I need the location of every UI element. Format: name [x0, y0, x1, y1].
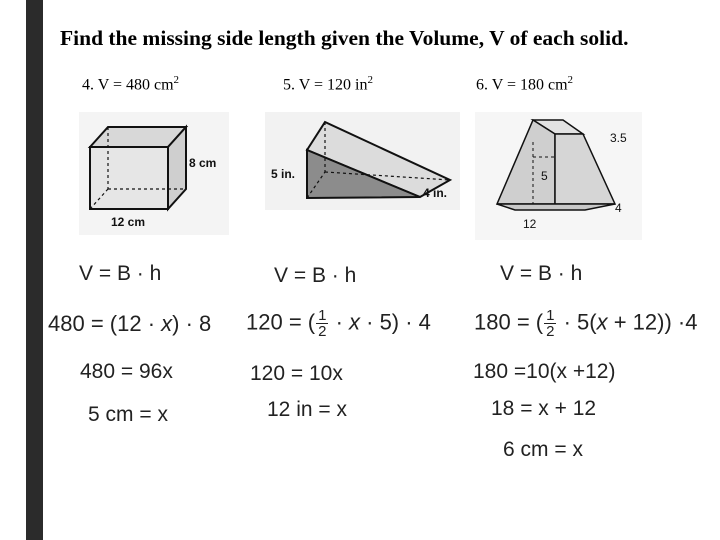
problem-6-equation-mid: · 5( — [557, 309, 597, 335]
triangular-prism-drawing — [265, 112, 460, 210]
triangular-prism-width-label: 4 in. — [423, 186, 448, 200]
problem-4-step-1: 480 = 96x — [80, 360, 173, 383]
problem-6-label-text: 6. V = 180 cm — [476, 76, 568, 94]
problem-6-fraction — [544, 308, 556, 339]
trapezoid-side-label: 4 — [615, 201, 622, 215]
problem-4-formula: V = B · h — [79, 262, 162, 285]
problem-5-equation-var: x — [349, 309, 361, 335]
problem-5-fraction — [316, 308, 328, 339]
trapezoidal-prism-drawing — [475, 112, 642, 240]
problem-6-equation-var: x — [596, 309, 608, 335]
problem-6-fraction-den: 2 — [546, 323, 555, 340]
problem-4-equation-post: ) · 8 — [172, 311, 212, 336]
triangular-prism-height-label: 5 in. — [271, 167, 296, 181]
problem-6-formula: V = B · h — [500, 262, 583, 285]
problem-5-label-text: 5. V = 120 in — [283, 76, 368, 94]
problem-4-equation — [48, 311, 211, 337]
problem-5-equation-post: · 5) · 4 — [360, 309, 431, 335]
rectangular-prism-drawing — [79, 112, 229, 235]
problem-4-label-exp: 2 — [173, 74, 180, 86]
problem-5-fraction-num: 1 — [318, 307, 327, 324]
problem-6-step-2: 18 = x + 12 — [491, 397, 597, 420]
problem-6-step-3: 6 cm = x — [503, 438, 583, 461]
problem-5-equation-mid: · — [329, 309, 350, 335]
problem-6-label-exp: 2 — [567, 74, 574, 86]
figure-trapezoidal-prism — [475, 112, 642, 240]
problem-6-fraction-num: 1 — [546, 307, 555, 324]
problem-6-step-1: 180 =10(x +12) — [473, 360, 616, 383]
problem-4-equation-var: x — [161, 311, 173, 336]
page-title: Find the missing side length given the Volume, V of each solid. — [60, 26, 629, 50]
figure-rectangular-prism — [79, 112, 229, 235]
left-accent-bar — [26, 0, 43, 540]
problem-5-fraction-den: 2 — [318, 323, 327, 340]
problem-6-label — [476, 74, 573, 94]
problem-5-formula: V = B · h — [274, 264, 357, 287]
problem-5-label-exp: 2 — [367, 74, 373, 86]
problem-5-equation — [246, 308, 431, 339]
problem-4-equation-pre: 480 = (12 · — [48, 311, 162, 336]
problem-6-equation-post: + 12)) ·4 — [607, 309, 698, 335]
figure-triangular-prism — [265, 112, 460, 210]
problem-4-step-2: 5 cm = x — [88, 403, 168, 426]
problem-5-label — [283, 74, 373, 94]
problem-5-equation-pre: 120 = ( — [246, 309, 316, 335]
prism-length-label: 12 cm — [111, 215, 146, 229]
problem-6-equation — [474, 308, 697, 339]
problem-5-step-1: 120 = 10x — [250, 362, 343, 385]
problem-4-label — [82, 74, 179, 94]
problem-4-label-text: 4. V = 480 cm — [82, 76, 174, 94]
problem-6-equation-pre: 180 = ( — [474, 309, 544, 335]
trapezoid-height-label: 5 — [541, 169, 548, 183]
trapezoid-top-label: 3.5 — [610, 131, 627, 145]
prism-height-label: 8 cm — [189, 156, 217, 170]
problem-5-step-2: 12 in = x — [267, 398, 347, 421]
trapezoid-base-label: 12 — [523, 217, 537, 231]
